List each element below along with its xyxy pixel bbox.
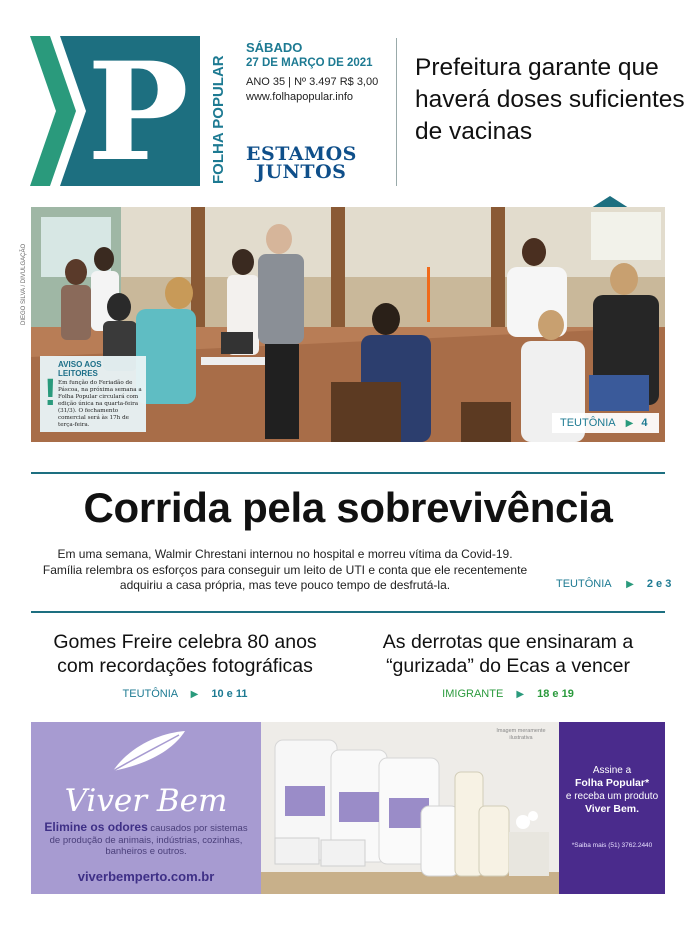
- exclamation-icon: !: [44, 372, 57, 414]
- logo-letter: P: [87, 36, 189, 186]
- reader-notice-text: Em função do Feriadão de Páscoa, na próxima semana a Folha Popular circulará com edição única na quarta-feira (31/3). O fechamento comercial será às 17h de terça-feira.: [58, 380, 142, 428]
- story-headline[interactable]: Gomes Freire celebra 80 anos com recordações fotográficas: [53, 631, 317, 677]
- arrow-right-icon: ▶: [625, 417, 634, 429]
- arrow-right-icon: ▶: [626, 579, 634, 590]
- site-link[interactable]: www.folhapopular.info: [246, 91, 354, 103]
- ad-cta-product: Viver Bem.: [584, 803, 640, 815]
- campaign-badge: [246, 143, 378, 187]
- issue-edition: ANO 35 | Nº 3.497 R$ 3,00: [246, 76, 379, 88]
- issue-date: 27 DE MARÇO DE 2021: [246, 57, 373, 69]
- masthead-divider: [396, 38, 397, 186]
- story-page-numbers: 18 e 19: [537, 688, 574, 700]
- ad-cta-panel[interactable]: [559, 722, 665, 894]
- main-headline[interactable]: Corrida pela sobrevivência: [83, 484, 613, 531]
- newspaper-logo: [30, 36, 230, 186]
- main-section-label: TEUTÔNIA: [556, 578, 612, 590]
- section-rule-top: [31, 472, 665, 474]
- ad-copy-strong: Elimine os odores: [44, 820, 148, 834]
- story-gomes-freire[interactable]: [35, 630, 335, 700]
- story-section-label: TEUTÔNIA: [122, 688, 178, 700]
- ad-cta: [559, 764, 665, 816]
- main-section-link[interactable]: [556, 578, 671, 590]
- story-page-numbers: 10 e 11: [211, 688, 248, 700]
- photo-credit-text: DIEGO SILVA / DIVULGAÇÃO: [21, 243, 27, 325]
- ad-product-image: [261, 722, 559, 894]
- reader-notice: [40, 356, 146, 432]
- ad-brand-panel: [31, 722, 261, 894]
- ad-cta-brand: Folha Popular*: [574, 777, 650, 789]
- feather-leaf-icon: [109, 727, 189, 775]
- ad-url[interactable]: viverbemperto.com.br: [77, 869, 215, 884]
- logo-vertical-text: FOLHA POPULAR: [210, 55, 227, 184]
- story-headline[interactable]: As derrotas que ensinaram a “gurizada” do Ecas a vencer: [382, 631, 634, 677]
- story-section-link[interactable]: [358, 688, 658, 700]
- ad-phone-note: *Saiba mais (51) 3762.2440: [571, 842, 653, 849]
- section-rule-bottom: [31, 611, 665, 613]
- campaign-line-2: JUNTOS: [256, 161, 347, 183]
- main-subhead: Em uma semana, Walmir Chrestani internou no hospital e morreu vítima da Covid-19. Família relembra os esforços para conseguir um leito de UTI e conta que ele recentemente adquiriu a casa própria, mas teve pouco tempo de desfrutá-la.: [42, 547, 528, 592]
- advertisement[interactable]: [31, 722, 665, 894]
- ad-image-note: Imagem meramente ilustrativa: [496, 728, 546, 741]
- photo-section-link[interactable]: [552, 413, 659, 433]
- top-headline[interactable]: Prefeitura garante que haverá doses suficientes de vacinas: [415, 54, 685, 145]
- main-page-numbers: 2 e 3: [646, 578, 672, 590]
- arrow-right-icon: ▶: [190, 689, 199, 700]
- ad-brand-name: Viver Bem: [64, 783, 228, 819]
- ad-cta-line-2: e receba um produto: [565, 791, 659, 802]
- campaign-line-1: ESTAMOS: [246, 143, 357, 165]
- reader-notice-title: AVISO AOS LEITORES: [58, 360, 102, 378]
- date-block: [246, 40, 386, 103]
- story-section-link[interactable]: [35, 688, 335, 700]
- photo-section-label: TEUTÔNIA: [560, 417, 616, 429]
- photo-credit: [11, 215, 25, 325]
- story-section-label: IMIGRANTE: [442, 688, 504, 700]
- ad-copy-text: causados por sistemas de produção de animais, indústrias, cozinhas, banheiros e outros.: [49, 823, 248, 857]
- issue-day: SÁBADO: [246, 40, 303, 55]
- ad-copy: [39, 822, 253, 858]
- ad-cta-line-1: Assine a: [592, 765, 632, 776]
- story-ecas[interactable]: [358, 630, 658, 700]
- photo-page-number: 4: [641, 417, 648, 429]
- arrow-right-icon: ▶: [516, 689, 525, 700]
